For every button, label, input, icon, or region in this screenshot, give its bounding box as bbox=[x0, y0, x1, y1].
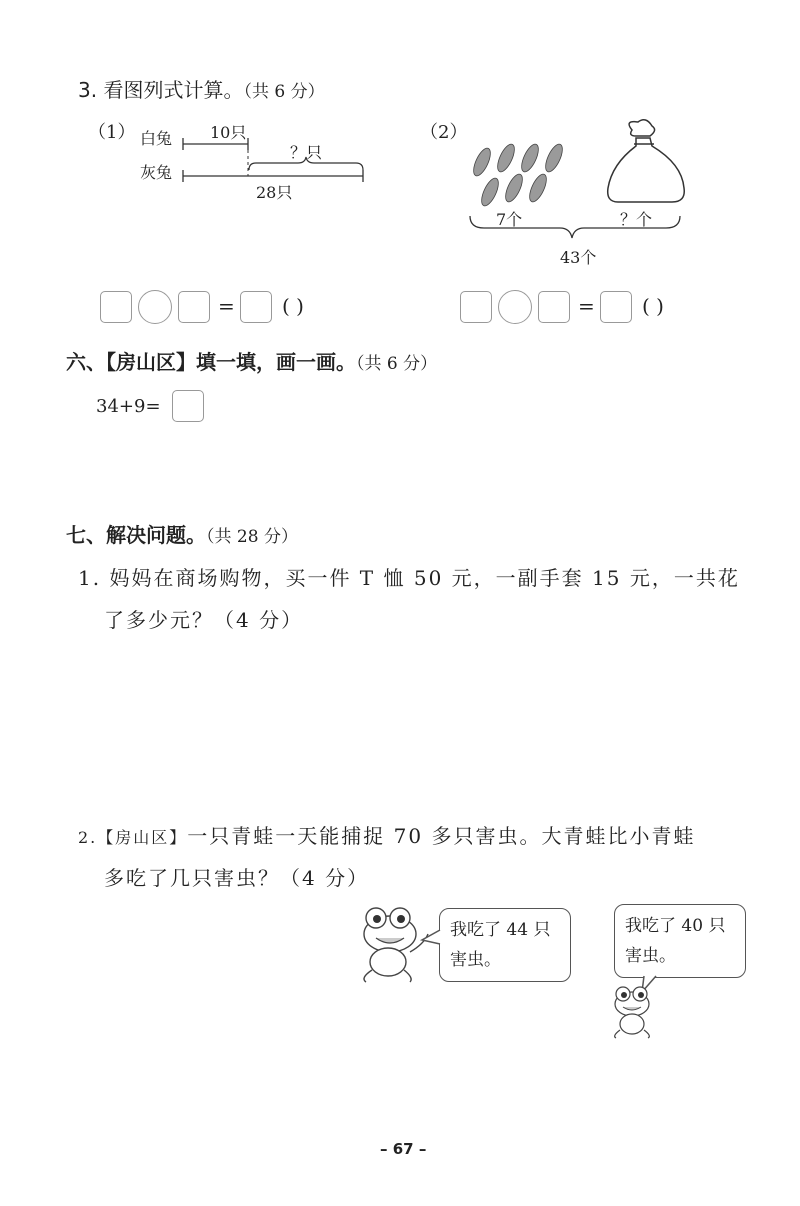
q3-title: 3. 看图列式计算。 bbox=[78, 78, 244, 102]
problem2-tag: 2.【房山区】 bbox=[78, 828, 188, 847]
operator-circle-2[interactable] bbox=[498, 290, 532, 324]
sec6-heading bbox=[66, 346, 437, 375]
operator-circle-1[interactable] bbox=[138, 290, 172, 324]
small-frog-speech-line2: 害虫。 bbox=[625, 946, 676, 966]
corn-icon bbox=[470, 142, 566, 208]
corn-count: 7个 bbox=[496, 210, 523, 229]
problem1-line2: 了多少元？（4 分） bbox=[104, 608, 304, 632]
equals-sign-1: = bbox=[218, 294, 235, 318]
bag-unknown-count: ？个 bbox=[620, 210, 653, 229]
answer-box-5[interactable] bbox=[538, 291, 570, 323]
problem2-text: 一只青蛙一天能捕捉 70 多只害虫。大青蛙比小青蛙 bbox=[187, 824, 696, 848]
big-frog-speech-line1: 我吃了 44 只 bbox=[450, 920, 551, 940]
gray-rabbit-total: 28只 bbox=[256, 183, 293, 202]
sec7-title: 七、解决问题。 bbox=[66, 523, 206, 547]
small-frog-icon bbox=[606, 984, 660, 1040]
sec6-equation: 34+9= bbox=[96, 396, 161, 417]
white-rabbit-count: 10只 bbox=[210, 123, 247, 142]
corn-total: 43个 bbox=[560, 248, 597, 267]
small-frog-speech-bubble bbox=[614, 904, 746, 978]
sec7-heading bbox=[66, 519, 298, 548]
problem2-line2: 多吃了几只害虫？（4 分） bbox=[104, 866, 370, 890]
sec6-answer-box[interactable] bbox=[172, 390, 204, 422]
q3-points: （共 6 分） bbox=[243, 82, 325, 102]
big-bubble-tail bbox=[420, 928, 444, 948]
answer-box-6[interactable] bbox=[600, 291, 632, 323]
big-frog-speech-bubble bbox=[439, 908, 571, 982]
bag-icon bbox=[608, 120, 685, 202]
q3-part1-label: （1） bbox=[88, 122, 136, 143]
small-frog-speech-line1: 我吃了 40 只 bbox=[625, 916, 726, 936]
unit-paren-2[interactable]: ( ) bbox=[642, 294, 664, 318]
unknown-count: ？只 bbox=[290, 143, 323, 162]
q3-part2-label: （2） bbox=[420, 122, 468, 143]
page-number: – 67 – bbox=[380, 1140, 427, 1158]
problem1-line1: 1. 妈妈在商场购物，买一件 T 恤 50 元，一副手套 15 元，一共花 bbox=[78, 566, 740, 590]
sec6-title: 六、【房山区】填一填，画一画。 bbox=[66, 350, 356, 374]
answer-box-2[interactable] bbox=[178, 291, 210, 323]
gray-rabbit-label: 灰兔 bbox=[140, 163, 173, 182]
sec7-points: （共 28 分） bbox=[206, 527, 298, 547]
big-frog-speech-line2: 害虫。 bbox=[450, 950, 501, 970]
unit-paren-1[interactable]: ( ) bbox=[282, 294, 304, 318]
answer-box-1[interactable] bbox=[100, 291, 132, 323]
sec6-points: （共 6 分） bbox=[356, 354, 438, 374]
white-rabbit-label: 白兔 bbox=[140, 129, 173, 148]
answer-box-4[interactable] bbox=[460, 291, 492, 323]
equals-sign-2: = bbox=[578, 294, 595, 318]
answer-box-3[interactable] bbox=[240, 291, 272, 323]
problem2-line1 bbox=[78, 820, 695, 849]
